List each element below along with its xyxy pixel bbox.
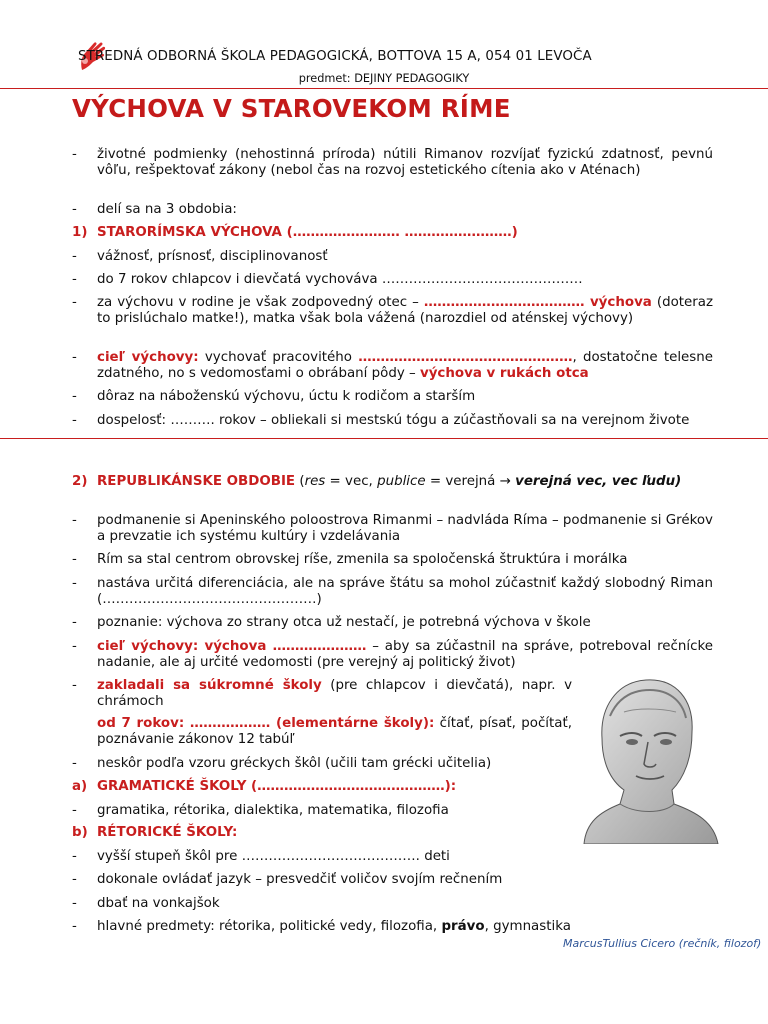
list-item [72, 919, 713, 935]
school-name: STREDNÁ ODBORNÁ ŠKOLA PEDAGOGICKÁ, BOTTOVA 15 A, 054 01 LEVOČA [78, 49, 592, 64]
bullet-dash: - [72, 756, 77, 771]
page-title: VÝCHOVA V STAROVEKOM RÍME [72, 94, 511, 123]
list-item [72, 147, 713, 195]
item-text: za výchovu v rodine je však zodpovedný otec – ……………………………… výchova (doteraz to prislúchalo matke!), matka však bola vážená (narozdiel od aténskej výchovy) [97, 295, 714, 326]
list-item [72, 849, 713, 865]
item-text: zakladali sa súkromné školy (pre chlapcov i dievčatá), napr. v chrámoch [97, 678, 572, 709]
item-text: od 7 rokov: ……………… (elementárne školy): čítať, písať, počítať, poznávanie zákonov 12 tabúľ [97, 716, 572, 747]
list-item [72, 639, 713, 671]
item-text: cieľ výchovy: výchova ………………… – aby sa zúčastnil na správe, potreboval rečnícke nadanie, ale aj určité vedomosti (pre verejný aj politický život) [97, 639, 713, 670]
page-break-line [0, 438, 768, 439]
list-item [72, 272, 713, 288]
section-heading-1: 1) STARORÍMSKA VÝCHOVA (…………………… ……………………) [72, 225, 518, 240]
item-text: gramatika, rétorika, dialektika, matematika, filozofia [97, 803, 449, 818]
cicero-bust-image [580, 672, 720, 844]
bullet-dash: - [72, 272, 77, 287]
item-text: vyšší stupeň škôl pre …………………………………. deti [97, 849, 450, 864]
list-item [72, 513, 713, 545]
bullet-dash: - [72, 896, 77, 911]
bullet-dash: - [72, 919, 77, 934]
header-divider [0, 88, 768, 89]
list-item [72, 576, 713, 608]
list-item [72, 413, 713, 445]
bullet-dash: - [72, 147, 77, 162]
image-caption: MarcusTullius Cicero (rečník, filozof) [563, 937, 762, 950]
list-item [72, 389, 713, 405]
item-text: vážnosť, prísnosť, disciplinovanosť [97, 249, 328, 264]
list-item [72, 552, 713, 568]
list-item [72, 202, 713, 218]
list-item [72, 896, 713, 912]
list-item [72, 249, 713, 265]
section-heading-text: REPUBLIKÁNSKE OBDOBIE (res = vec, publice = verejná → verejná vec, vec ľudu) [97, 474, 682, 489]
bullet-dash: - [72, 872, 77, 887]
subject-line: predmet: DEJINY PEDAGOGIKY [298, 72, 470, 85]
bullet-dash: - [72, 576, 77, 591]
bullet-dash: - [72, 678, 77, 693]
section-heading-2: 2) REPUBLIKÁNSKE OBDOBIE (res = vec, publice = verejná → verejná vec, vec ľudu) [72, 474, 713, 506]
subsection-heading-b: b) RÉTORICKÉ ŠKOLY: [72, 825, 238, 840]
item-text: neskôr podľa vzoru gréckych škôl (učili tam grécki učitelia) [97, 756, 492, 771]
bullet-dash: - [72, 389, 77, 404]
list-item [72, 295, 713, 343]
section-heading-text: STARORÍMSKA VÝCHOVA (…………………… ……………………) [97, 225, 518, 240]
item-text: podmanenie si Apeninského poloostrova Rimanmi – nadvláda Ríma – podmanenie si Grékov a prevzatie ich systému kultúry i vzdelávania [97, 513, 713, 544]
bullet-dash: - [72, 639, 77, 654]
item-text: hlavné predmety: rétorika, politické vedy, filozofia, právo, gymnastika [97, 919, 571, 934]
bullet-dash: - [72, 513, 77, 528]
item-text: životné podmienky (nehostinná príroda) nútili Rimanov rozvíjať fyzickú zdatnosť, pevnú vôľu, rešpektovať zákony (nebol čas na rozvoj estetického cítenia ako v Aténach) [97, 147, 713, 178]
bullet-dash: - [72, 849, 77, 864]
bullet-dash: - [72, 350, 77, 365]
list-item [72, 350, 713, 382]
item-text: poznanie: výchova zo strany otca už nestačí, je potrebná výchova v škole [97, 615, 591, 630]
item-text: Rím sa stal centrom obrovskej ríše, zmenila sa spoločenská štruktúra i morálka [97, 552, 628, 567]
bullet-dash: - [72, 413, 77, 428]
bullet-dash: - [72, 552, 77, 567]
subsection-heading-a: a) GRAMATICKÉ ŠKOLY (……………………………………): [72, 779, 457, 794]
item-text: dbať na vonkajšok [97, 896, 220, 911]
item-text: dôraz na náboženskú výchovu, úctu k rodičom a starším [97, 389, 476, 404]
bullet-dash: - [72, 295, 77, 310]
bullet-dash: - [72, 803, 77, 818]
bullet-dash: - [72, 615, 77, 630]
item-text: do 7 rokov chlapcov i dievčatá vychováva ……………………………………… [97, 272, 583, 287]
item-text: dospelosť: ………. rokov – obliekali si mestskú tógu a zúčastňovali sa na verejnom živote [97, 413, 690, 428]
list-item [72, 872, 713, 888]
item-text: dokonale ovládať jazyk – presvedčiť voličov svojím rečnením [97, 872, 503, 887]
list-item [72, 615, 713, 631]
item-text: delí sa na 3 obdobia: [97, 202, 237, 217]
bullet-dash: - [72, 202, 77, 217]
item-text: cieľ výchovy: vychovať pracovitého …………………………………………, dostatočne telesne zdatného, no s vedomosťami o obrábaní pôdy – výchova v rukách otca [97, 350, 713, 381]
bullet-dash: - [72, 249, 77, 264]
item-text: nastáva určitá diferenciácia, ale na správe štátu sa mohol zúčastniť každý slobodný Riman (…………………………………………) [97, 576, 713, 607]
